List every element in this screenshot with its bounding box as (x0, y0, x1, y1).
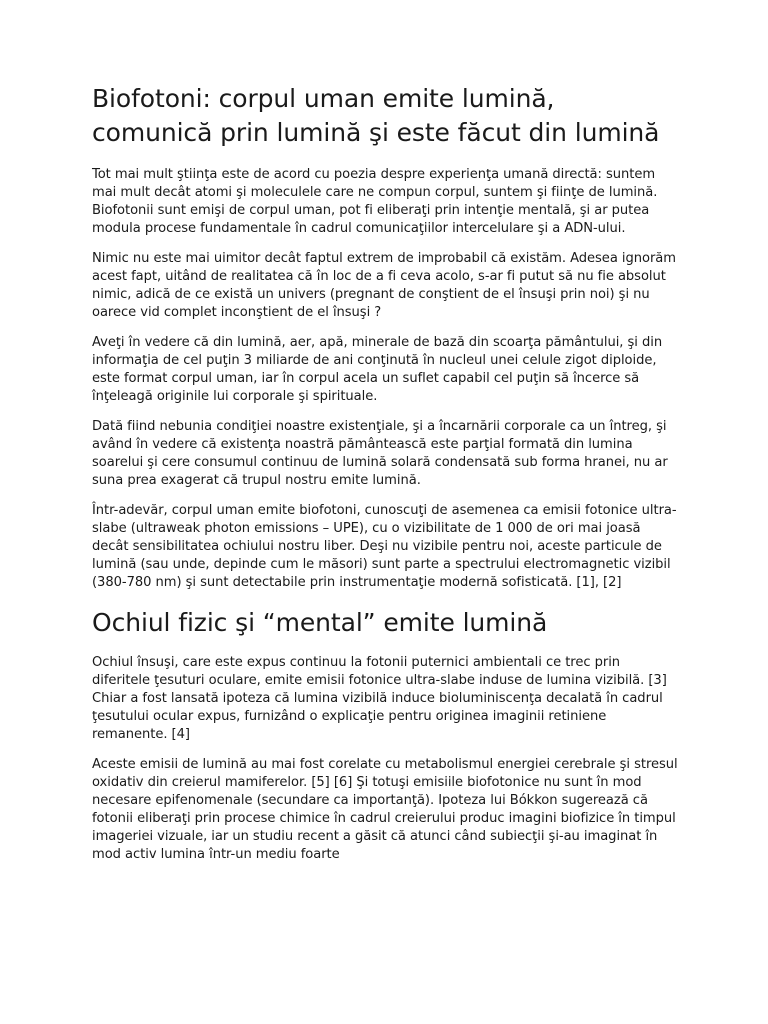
paragraph: Dată fiind nebunia condiţiei noastre existenţiale, şi a încarnării corporale ca un întreg, şi având în vedere că existenţa noastră pământească este parţial formată din lumina soarelui şi cere consumul continuu de lumină solară condensată sub forma hranei, nu ar suna prea exagerat că trupul nostru emite lumină. (92, 419, 668, 488)
paragraph: Tot mai mult ştiinţa este de acord cu poezia despre experienţa umană directă: suntem mai mult decât atomi şi moleculele care ne compun corpul, suntem şi fiinţe de lumină. Biofotonii sunt emişi de corpul uman, pot fi eliberaţi prin intenţie mentală, şi ar putea modula procese fundamentale în cadrul comunicaţiilor intercelulare şi a ADN-ului. (92, 167, 658, 236)
paragraph: Aceste emisii de lumină au mai fost corelate cu metabolismul energiei cerebrale şi stresul oxidativ din creierul mamiferelor. [5] [6] Şi totuşi emisiile biofotonice nu sunt în mod necesare epifenomenale (secundare ca importanţă). Ipoteza lui Bókkon sugerează că fotonii eliberaţi prin procese chimice în cadrul creierului produc imagini biofizice în timpul imageriei vizuale, iar un studiu recent a găsit că atunci când subiecţii şi-au imaginat în mod activ lumina într-un mediu foarte (92, 757, 678, 862)
section-heading: Ochiul fizic şi “mental” emite lumină (92, 608, 548, 637)
paragraph: Aveţi în vedere că din lumină, aer, apă, minerale de bază din scoarţa pământului, şi din informaţia de cel puţin 3 miliarde de ani conţinută în nucleul unei celule zigot diploide, este format corpul uman, iar în corpul acela un suflet capabil cel puţin să încerce să înţeleagă originile lui corporale şi spirituale. (92, 335, 663, 404)
document-title: Biofotoni: corpul uman emite lumină, comunică prin lumină şi este făcut din lumină (92, 84, 660, 147)
paragraph: Într-adevăr, corpul uman emite biofotoni, cunoscuţi de asemenea ca emisii fotonice ultra-slabe (ultraweak photon emissions – UPE), cu o vizibilitate de 1 000 de ori mai joasă decât sensibilitatea ochiului nostru liber. Deşi nu vizibile pentru noi, aceste particule de lumină (sau unde, depinde cum le măsori) sunt parte a spectrului electromagnetic vizibil (380-780 nm) şi sunt detectabile prin instrumentaţie modernă sofisticată. [1], [2] (92, 503, 677, 590)
document-page (92, 82, 678, 876)
paragraph: Ochiul însuşi, care este expus continuu la fotonii puternici ambientali ce trec prin diferitele ţesuturi oculare, emite emisii fotonice ultra-slabe induse de lumina vizibilă. [3] Chiar a fost lansată ipoteza că lumina vizibilă induce bioluminiscenţa decalată în cadrul ţesutului ocular expus, furnizând o explicaţie pentru originea imaginii retiniene remanente. [4] (92, 655, 667, 742)
paragraph: Nimic nu este mai uimitor decât faptul extrem de improbabil că existăm. Adesea ignorăm acest fapt, uitând de realitatea că în loc de a fi ceva acolo, s-ar fi putut să nu fie absolut nimic, adică de ce există un univers (pregnant de conştient de el însuşi prin noi) şi nu oarece vid complet inconştient de el însuşi ? (92, 251, 676, 320)
